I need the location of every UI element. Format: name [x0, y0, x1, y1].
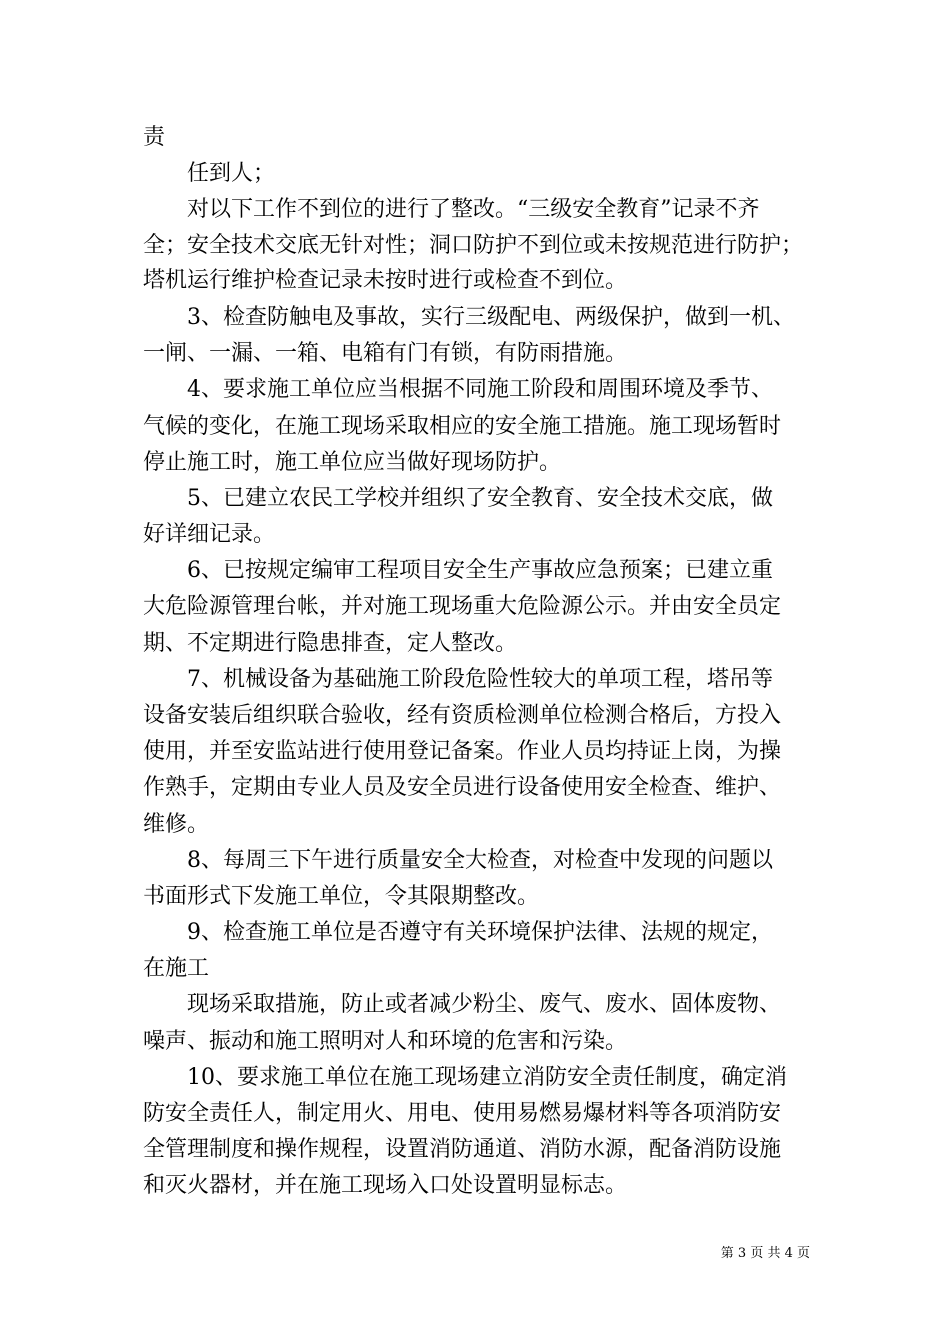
text-line: 3、检查防触电及事故，实行三级配电、两级保护，做到一机、	[187, 305, 795, 330]
text-line: 6、已按规定编审工程项目安全生产事故应急预案；已建立重	[187, 558, 773, 583]
text-line: 全管理制度和操作规程，设置消防通道、消防水源，配备消防设施	[143, 1137, 782, 1162]
text-line: 8、每周三下午进行质量安全大检查，对检查中发现的问题以	[187, 848, 773, 873]
text-line: 现场采取措施，防止或者减少粉尘、废气、废水、固体废物、	[187, 992, 782, 1017]
text-line: 期、不定期进行隐患排查，定人整改。	[143, 631, 518, 656]
text-line: 任到人；	[187, 161, 276, 186]
text-line: 全；安全技术交底无针对性；洞口防护不到位或未按规范进行防护；	[143, 233, 804, 258]
text-line: 塔机运行维护检查记录未按时进行或检查不到位。	[143, 268, 628, 293]
text-line: 在施工	[143, 956, 210, 981]
text-line: 对以下工作不到位的进行了整改。“三级安全教育”记录不齐	[187, 197, 760, 222]
text-line: 10、要求施工单位在施工现场建立消防安全责任制度，确定消	[187, 1065, 787, 1090]
text-line: 气候的变化，在施工现场采取相应的安全施工措施。施工现场暂时	[143, 414, 782, 439]
text-line: 作熟手，定期由专业人员及安全员进行设备使用安全检查、维护、	[143, 775, 782, 800]
text-line: 停止施工时，施工单位应当做好现场防护。	[143, 450, 562, 475]
text-line: 使用，并至安监站进行使用登记备案。作业人员均持证上岗，为操	[143, 739, 782, 764]
page-number: 第 3 页 共 4 页	[720, 1246, 810, 1261]
text-line: 9、检查施工单位是否遵守有关环境保护法律、法规的规定，	[187, 920, 773, 945]
text-line: 书面形式下发施工单位，令其限期整改。	[143, 884, 540, 909]
text-line: 好详细记录。	[143, 522, 276, 547]
text-line: 5、已建立农民工学校并组织了安全教育、安全技术交底，做	[187, 486, 773, 511]
text-line: 责	[143, 125, 166, 150]
text-line: 维修。	[143, 812, 210, 837]
text-line: 4、要求施工单位应当根据不同施工阶段和周围环境及季节、	[187, 377, 773, 402]
text-line: 一闸、一漏、一箱、电箱有门有锁，有防雨措施。	[143, 341, 628, 366]
text-line: 防安全责任人，制定用火、用电、使用易燃易爆材料等各项消防安	[143, 1101, 782, 1126]
text-line: 噪声、振动和施工照明对人和环境的危害和污染。	[143, 1029, 628, 1054]
text-line: 7、机械设备为基础施工阶段危险性较大的单项工程，塔吊等	[187, 667, 773, 692]
text-line: 和灭火器材，并在施工现场入口处设置明显标志。	[143, 1173, 628, 1198]
text-line: 设备安装后组织联合验收，经有资质检测单位检测合格后，方投入	[143, 703, 782, 728]
text-line: 大危险源管理台帐，并对施工现场重大危险源公示。并由安全员定	[143, 594, 782, 619]
